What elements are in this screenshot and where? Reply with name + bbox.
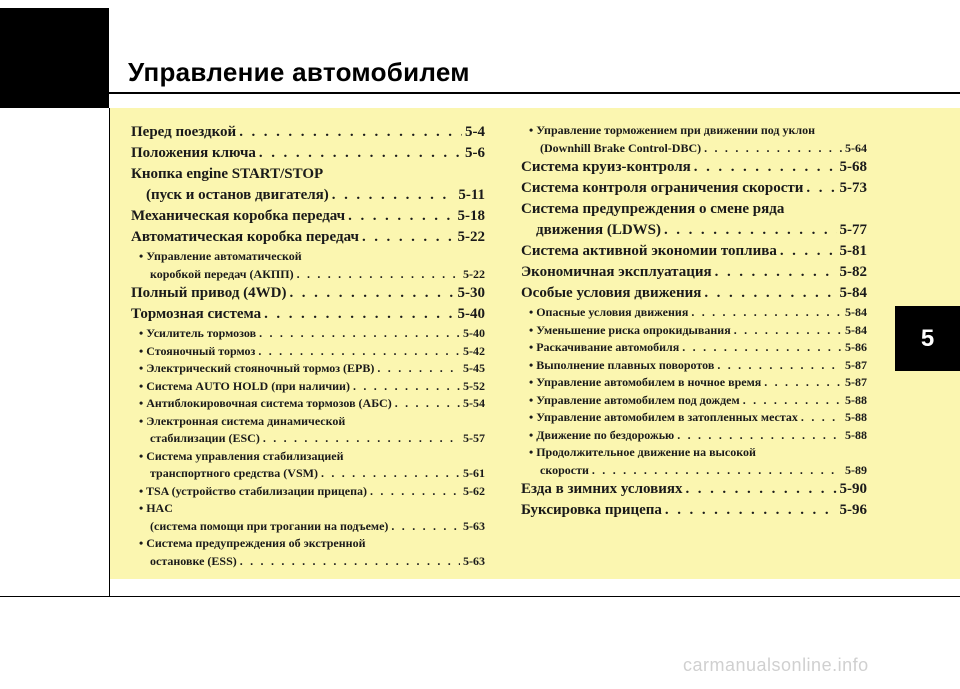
dot-leader [332, 185, 456, 206]
dot-leader [801, 409, 842, 427]
dot-leader [391, 518, 460, 536]
dot-leader [395, 395, 460, 413]
toc-entry-label: Система активной экономии топлива [521, 243, 777, 259]
toc-entry-label: • Выполнение плавных поворотов [529, 357, 715, 372]
dot-leader [240, 553, 460, 571]
toc-entry-label: • Управление автомобилем под дождем [529, 392, 740, 407]
toc-page-number: 5-54 [463, 396, 485, 410]
toc-entry-label: • Движение по бездорожью [529, 427, 675, 442]
toc-entry-label: стабилизации (ESC) [150, 431, 260, 445]
toc-entry-heading [521, 444, 867, 462]
toc-entry-heading [131, 248, 485, 266]
toc-entry-label: Положения ключа [131, 145, 256, 161]
dot-leader [362, 227, 455, 248]
dot-leader [264, 304, 454, 325]
toc-page-number: 5-81 [839, 243, 867, 259]
toc-entry-label: • Опасные условия движения [529, 305, 689, 319]
toc-entry[interactable] [521, 283, 867, 304]
toc-page-number: 5-87 [845, 357, 867, 372]
dot-leader [239, 122, 462, 143]
toc-left-column [131, 122, 485, 570]
dot-leader [682, 339, 842, 357]
toc-entry[interactable] [521, 157, 867, 178]
toc-page-number: 5-68 [839, 159, 867, 175]
toc-entry[interactable] [131, 343, 485, 361]
toc-entry-label: Система круиз-контроля [521, 159, 691, 175]
toc-entry[interactable] [521, 304, 867, 322]
dot-leader [717, 357, 842, 375]
title-rule [109, 92, 960, 94]
toc-entry[interactable] [521, 409, 867, 427]
toc-page-number: 5-87 [845, 375, 867, 389]
toc-entry-label: • Управление автомобилем в ночное время [529, 375, 762, 389]
toc-entry-heading [131, 164, 485, 185]
toc-page-number: 5-52 [463, 378, 485, 393]
toc-entry-label: Экономичная эксплуатация [521, 264, 712, 280]
toc-entry[interactable] [131, 518, 485, 536]
toc-entry-label: Особые условия движения [521, 285, 702, 301]
toc-page-number: 5-22 [463, 266, 485, 281]
toc-page-number: 5-62 [463, 483, 485, 498]
toc-entry-label: • Управление торможением при движении под уклон [529, 123, 816, 137]
toc-entry-label: • Стояночный тормоз [139, 343, 256, 358]
toc-entry-heading [131, 448, 485, 466]
toc-entry-label: Автоматическая коробка передач [131, 229, 359, 245]
toc-entry-label: • Уменьшение риска опрокидывания [529, 322, 731, 337]
toc-page-number: 5-77 [839, 222, 867, 238]
toc-entry[interactable] [131, 283, 485, 304]
toc-entry-label: • Система управления стабилизацией [139, 448, 344, 463]
toc-entry[interactable] [131, 206, 485, 227]
toc-page-number: 5-88 [845, 392, 867, 407]
dot-leader [691, 304, 842, 322]
bottom-rule [0, 596, 960, 597]
toc-entry-label: остановке (ESS) [150, 553, 237, 568]
toc-entry-label: • Управление автоматической [139, 249, 302, 263]
toc-page-number: 5-40 [463, 326, 485, 340]
toc-page-number: 5-88 [845, 427, 867, 442]
toc-entry[interactable] [131, 430, 485, 448]
toc-entry-label: • TSA (устройство стабилизации прицепа) [139, 483, 368, 498]
dot-leader [715, 262, 837, 283]
toc-page-number: 5-84 [845, 322, 867, 337]
footer-watermark: carmanualsonline.info [683, 655, 869, 675]
toc-page-number: 5-86 [845, 340, 867, 354]
toc-page-number: 5-30 [457, 285, 485, 301]
toc-page-number: 5-82 [839, 264, 867, 280]
toc-entry[interactable] [521, 178, 867, 199]
toc-entry[interactable] [131, 227, 485, 248]
dot-leader [353, 378, 460, 396]
toc-entry-label: (система помощи при трогании на подъеме) [150, 518, 389, 533]
dot-leader [592, 462, 842, 480]
toc-entry[interactable] [521, 427, 867, 445]
corner-black-block [0, 8, 109, 108]
toc-entry-label: • Продолжительное движение на высокой [529, 445, 756, 459]
dot-leader [664, 220, 837, 241]
dot-leader [370, 483, 460, 501]
toc-page-number: 5-45 [463, 361, 485, 375]
toc-page-number: 5-4 [465, 124, 485, 140]
toc-entry[interactable] [521, 374, 867, 392]
toc-entry-label: • Система предупреждения об экстренной [139, 536, 366, 550]
toc-entry[interactable] [131, 483, 485, 501]
toc-entry-label: • Электронная система динамической [139, 413, 346, 428]
dot-leader [297, 266, 460, 284]
toc-entry[interactable] [521, 339, 867, 357]
toc-entry[interactable] [131, 360, 485, 378]
toc-entry-label: • Управление автомобилем в затопленных местах [529, 410, 798, 424]
toc-page-number: 5-73 [839, 180, 867, 196]
dot-leader [321, 465, 460, 483]
toc-entry[interactable] [131, 122, 485, 143]
toc-entry[interactable] [521, 140, 867, 158]
dot-leader [677, 427, 842, 445]
dot-leader [290, 283, 455, 304]
toc-entry[interactable] [521, 357, 867, 375]
dot-leader [665, 500, 837, 521]
toc-entry-label: Полный привод (4WD) [131, 285, 287, 301]
toc-entry-label: (Downhill Brake Control-DBC) [540, 140, 702, 155]
toc-entry-label: Буксировка прицепа [521, 502, 662, 518]
toc-entry-label: Система предупреждения о смене ряда [521, 201, 785, 217]
toc-entry-label: (пуск и останов двигателя) [146, 187, 329, 203]
toc-entry-heading [131, 413, 485, 431]
toc-entry-label: коробкой передач (АКПП) [150, 266, 294, 281]
dot-leader [694, 157, 837, 178]
page-title: Управление автомобилем [128, 57, 470, 87]
toc-right-column [521, 122, 867, 521]
toc-entry-label: • Усилитель тормозов [139, 326, 257, 340]
toc-page-number: 5-84 [845, 305, 867, 319]
toc-entry-label: Кнопка engine START/STOP [131, 166, 324, 182]
dot-leader [704, 140, 842, 158]
toc-entry-label: • Электрический стояночный тормоз (EPB) [139, 361, 375, 375]
toc-entry-label: • Раскачивание автомобиля [529, 340, 680, 354]
toc-page-number: 5-64 [845, 140, 867, 155]
toc-entry[interactable] [521, 241, 867, 262]
toc-entry[interactable] [521, 500, 867, 521]
toc-entry-heading [131, 535, 485, 553]
dot-leader [259, 325, 460, 343]
toc-entry[interactable] [131, 378, 485, 396]
dot-leader [806, 178, 836, 199]
toc-page-number: 5-22 [457, 229, 485, 245]
toc-page-number: 5-18 [457, 208, 485, 224]
toc-entry[interactable] [131, 395, 485, 413]
dot-leader [743, 392, 842, 410]
toc-entry-heading [521, 199, 867, 220]
toc-page-number: 5-88 [845, 410, 867, 424]
toc-entry-label: Перед поездкой [131, 124, 237, 140]
toc-entry-label: транспортного средства (VSM) [150, 466, 318, 480]
toc-page-number: 5-63 [463, 518, 485, 533]
toc-entry[interactable] [521, 220, 867, 241]
dot-leader [259, 143, 462, 164]
toc-entry[interactable] [131, 143, 485, 164]
toc-entry-label: • HAC [139, 501, 173, 515]
toc-page-number: 5-11 [458, 187, 485, 203]
toc-entry-label: Езда в зимних условиях [521, 481, 683, 497]
toc-entry[interactable] [521, 322, 867, 340]
toc-entry[interactable] [131, 553, 485, 571]
dot-leader [685, 479, 836, 500]
dot-leader [258, 343, 460, 361]
dot-leader [780, 241, 837, 262]
toc-entry[interactable] [131, 465, 485, 483]
dot-leader [734, 322, 842, 340]
toc-entry-label: движения (LDWS) [536, 222, 661, 238]
toc-page-number: 5-40 [457, 306, 485, 322]
dot-leader [263, 430, 460, 448]
toc-entry[interactable] [521, 479, 867, 500]
toc-page-number: 5-84 [839, 285, 867, 301]
toc-entry-heading [131, 500, 485, 518]
toc-entry[interactable] [131, 266, 485, 284]
toc-entry-label: Механическая коробка передач [131, 208, 346, 224]
toc-entry[interactable] [521, 262, 867, 283]
toc-page-number: 5-42 [463, 343, 485, 358]
toc-entry-label: • Антиблокировочная система тормозов (АБС) [139, 396, 392, 410]
toc-entry-heading [521, 122, 867, 140]
toc-page-number: 5-90 [839, 481, 867, 497]
toc-entry[interactable] [131, 325, 485, 343]
toc-entry[interactable] [521, 462, 867, 480]
toc-entry-label: Тормозная система [131, 306, 262, 322]
dot-leader [377, 360, 460, 378]
left-margin-rule [109, 108, 110, 596]
chapter-tab[interactable]: 5 [895, 306, 960, 371]
dot-leader [764, 374, 842, 392]
toc-entry[interactable] [131, 304, 485, 325]
toc-page-number: 5-6 [465, 145, 485, 161]
toc-page-number: 5-61 [463, 466, 485, 480]
toc-entry[interactable] [131, 185, 485, 206]
toc-page-number: 5-57 [463, 431, 485, 445]
dot-leader [704, 283, 836, 304]
toc-entry[interactable] [521, 392, 867, 410]
toc-entry-label: Система контроля ограничения скорости [521, 180, 804, 196]
toc-page-number: 5-89 [845, 462, 867, 477]
toc-page-number: 5-96 [839, 502, 867, 518]
dot-leader [348, 206, 454, 227]
toc-entry-label: • Система AUTO HOLD (при наличии) [139, 378, 350, 393]
toc-page-number: 5-63 [463, 553, 485, 568]
toc-entry-label: скорости [540, 462, 589, 477]
